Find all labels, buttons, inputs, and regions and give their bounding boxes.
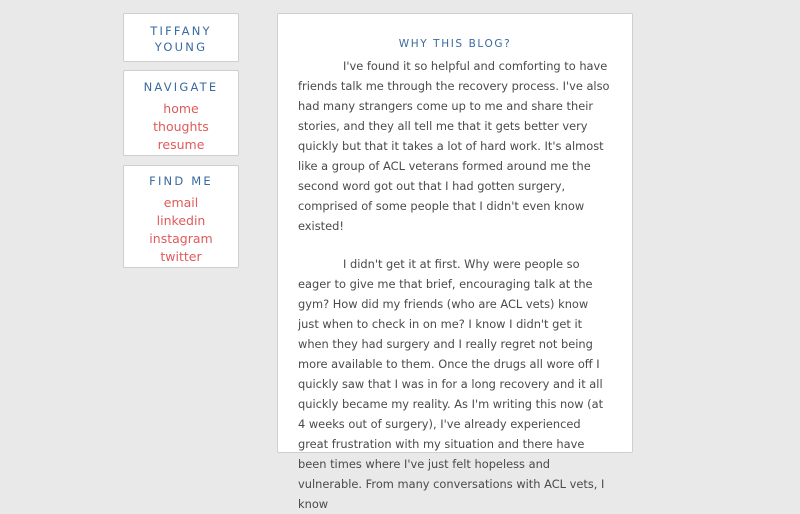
find-me-heading: FIND ME xyxy=(149,174,213,188)
social-link-email[interactable]: email xyxy=(163,195,199,210)
nav-link-thoughts[interactable]: thoughts xyxy=(153,119,209,134)
social-link-instagram[interactable]: instagram xyxy=(149,231,213,246)
sidebar-name-card xyxy=(123,13,239,62)
post-title: WHY THIS BLOG? xyxy=(398,38,512,50)
social-link-linkedin[interactable]: linkedin xyxy=(156,213,206,228)
sidebar-find-me-card xyxy=(123,165,239,268)
post-paragraph: I've found it so helpful and comforting to have friends talk me through the recovery process. I've also had many strangers come up to me and share their stories, and they all tell me that it gets better very quickly but that it takes a lot of hard work. It's almost like a group of ACL veterans formed around me the second word got out that I had gotten surgery, comprised of some people that I didn't even know existed! xyxy=(298,59,610,233)
sidebar-navigate-card xyxy=(123,70,239,156)
site-owner-name: TIFFANY YOUNG xyxy=(150,24,212,54)
nav-link-home[interactable]: home xyxy=(163,101,199,116)
blog-post-card xyxy=(277,13,633,511)
post-paragraph: I didn't get it at first. Why were people so eager to give me that brief, encouraging talk at the gym? How did my friends (who are ACL vets) know just when to check in on me? I know I didn't get it when they had surgery and I really regret not being more available to them. Once the drugs all wore off I quickly saw that I was in for a long recovery and it all quickly became my reality. As I'm writing this now (at 4 weeks out of surgery), I've already experienced great frustration with my situation and there have been times where I've just felt hopeless and vulnerable. From many conversations with ACL vets, I know xyxy=(298,257,605,511)
nav-link-resume[interactable]: resume xyxy=(157,137,205,152)
social-link-twitter[interactable]: twitter xyxy=(160,249,202,264)
navigate-heading: NAVIGATE xyxy=(143,80,219,94)
